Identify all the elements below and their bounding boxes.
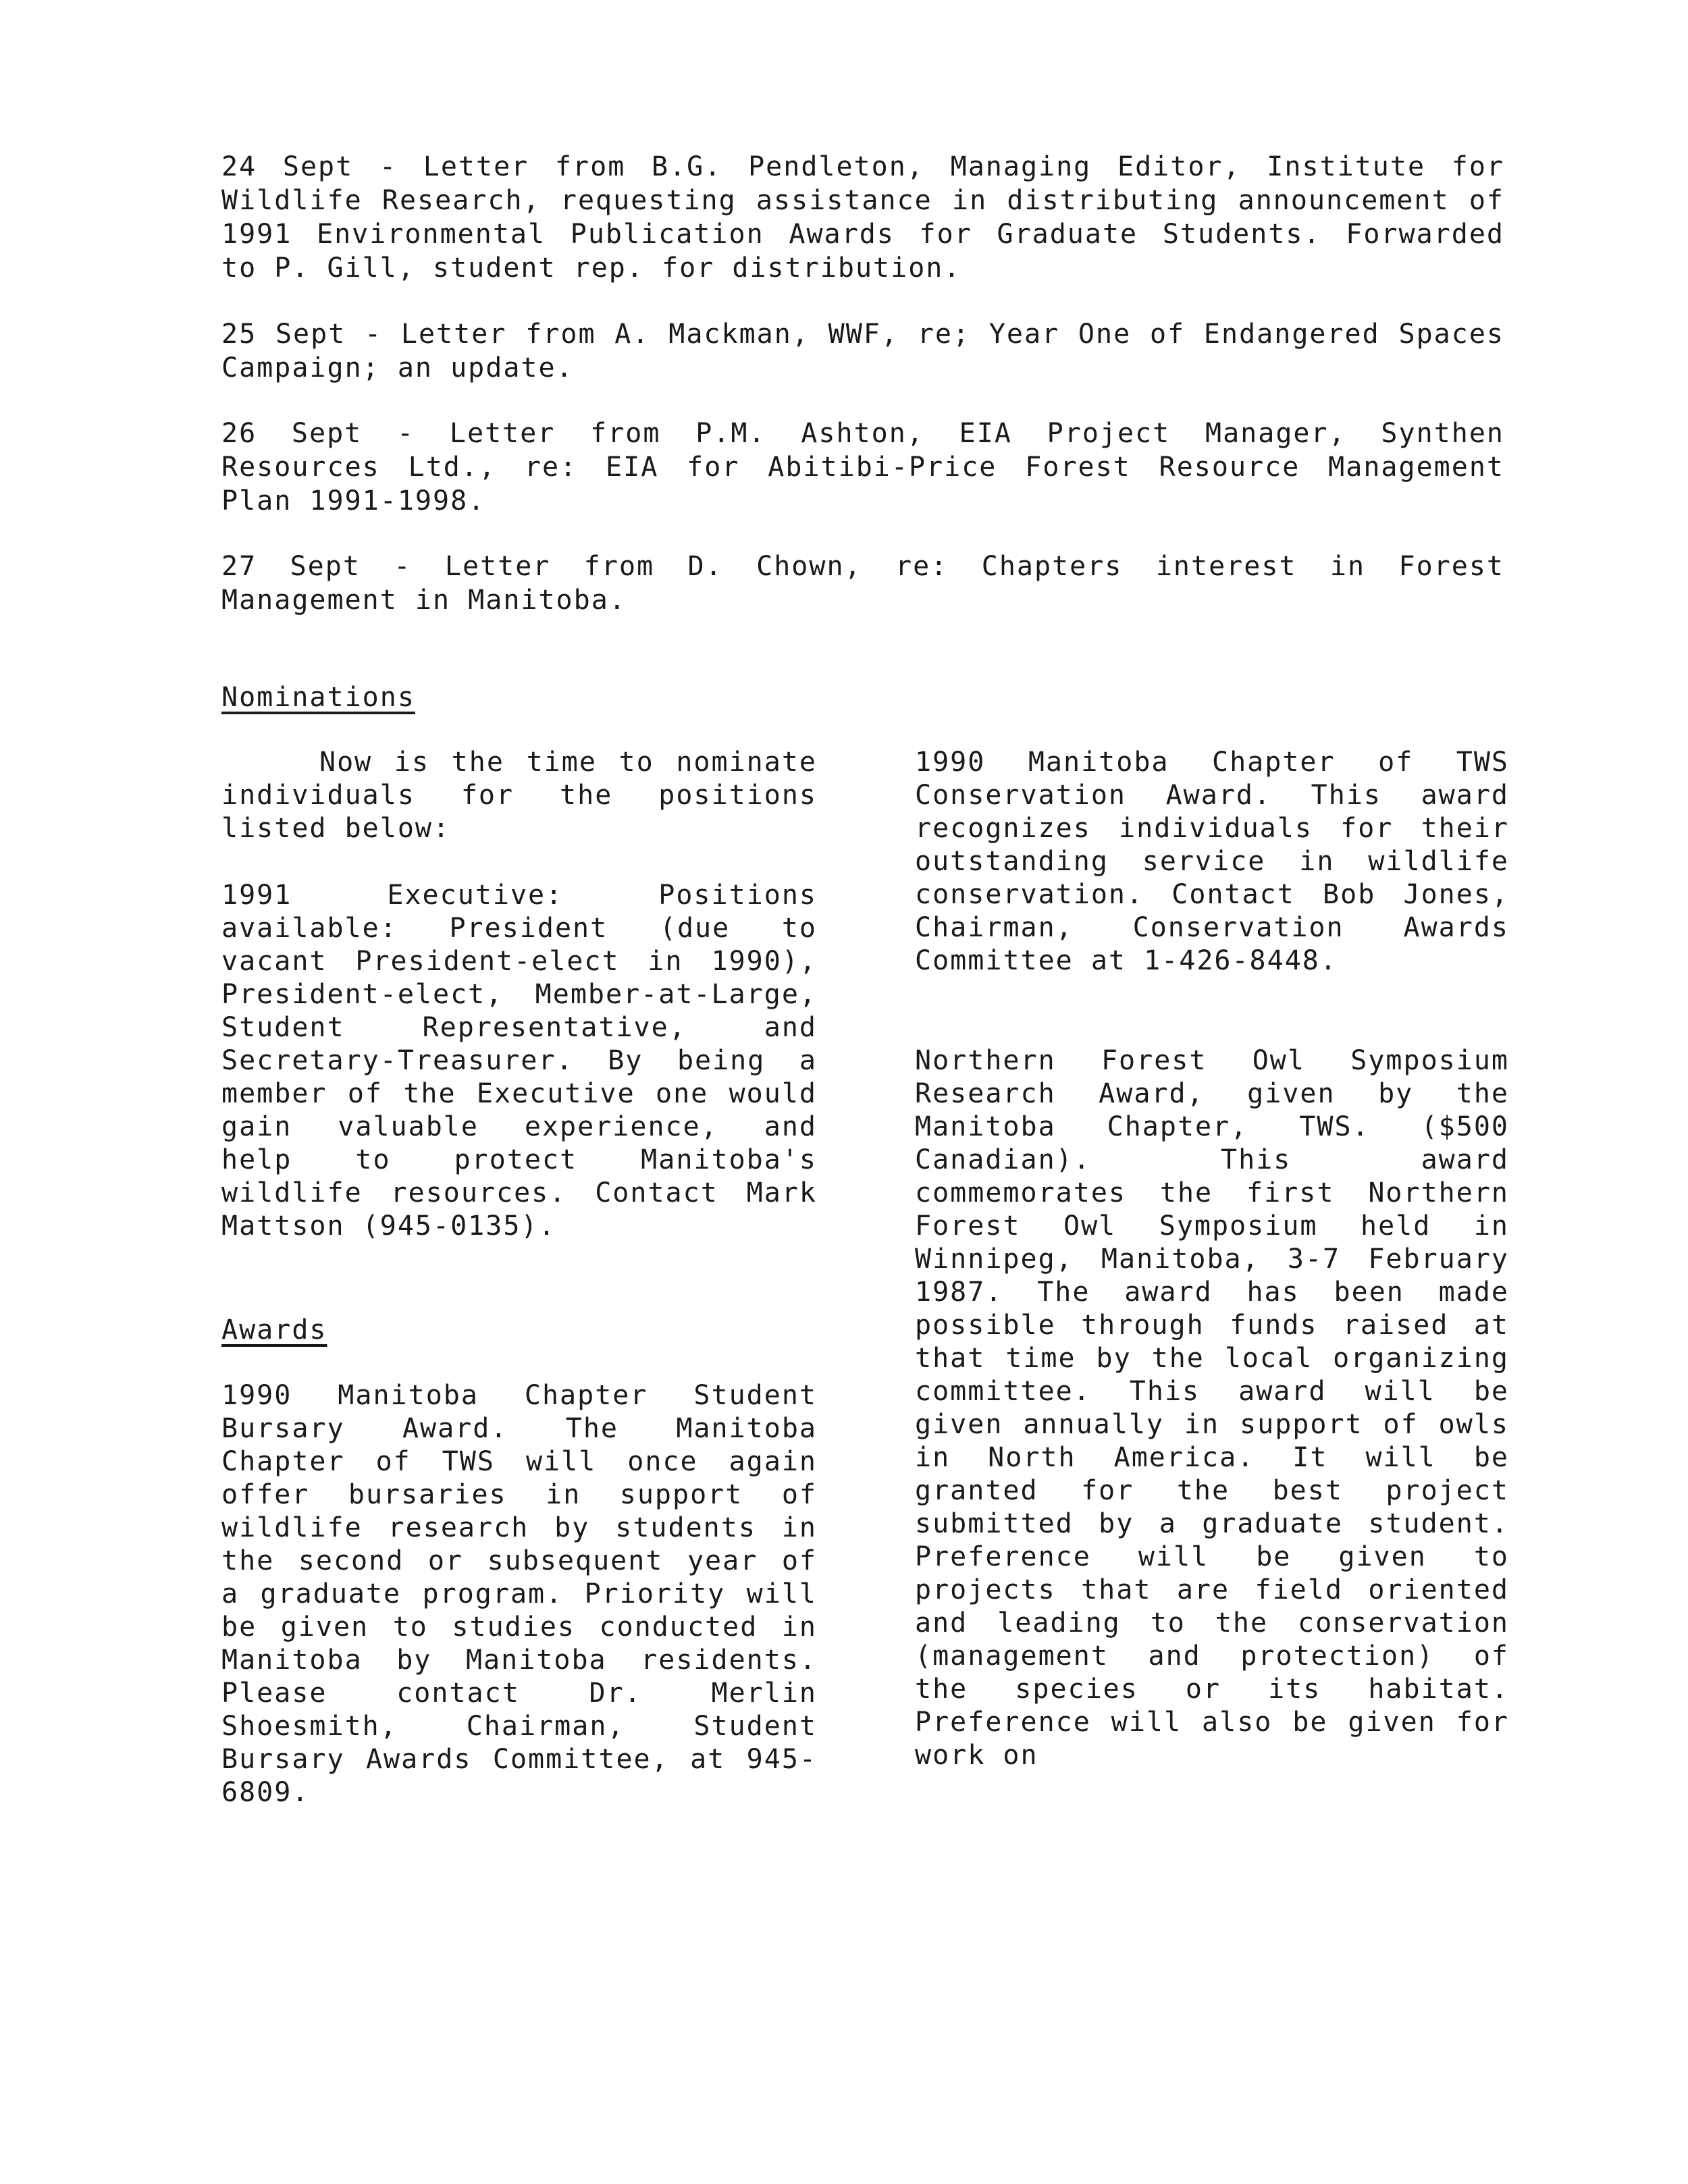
award-owl-symposium: Northern Forest Owl Symposium Research Award, given by the Manitoba Chapter, TWS. ($500 Canadian). This award commemorates the first Northern Forest Owl Symposium held in Winnipeg, Manitoba, 3-7 February 1987. The award has been made possible through funds raised at that time by the local organizing committee. This award will be given annually in support of owls in North America. It will be granted for the best project submitted by a graduate student. Preference will be given to projects that are field oriented and leading to the conservation (management and protection) of the species or its habitat. Preference will also be given for work on — [915, 1045, 1509, 1771]
correspondence-entry-26-sept: 26 Sept - Letter from P.M. Ashton, EIA Project Manager, Synthen Resources Ltd., re: EIA for Abitibi-Price Forest Resource Management Plan 1991-1998. — [221, 418, 1504, 516]
correspondence-entry-25-sept: 25 Sept - Letter from A. Mackman, WWF, re; Year One of Endangered Spaces Campaign; an update. — [221, 319, 1504, 383]
award-student-bursary: 1990 Manitoba Chapter Student Bursary Award. The Manitoba Chapter of TWS will once again offer bursaries in support of wildlife research by students in the second or subsequent year of a graduate program. Priority will be given to studies conducted in Manitoba by Manitoba residents. Please contact Dr. Merlin Shoesmith, Chairman, Student Bursary Awards Committee, at 945-6809. — [221, 1380, 817, 1808]
correspondence-entry-27-sept: 27 Sept - Letter from D. Chown, re: Chapters interest in Forest Management in Manitoba. — [221, 551, 1504, 616]
nominations-intro: Now is the time to nominate individuals for the positions listed below: — [221, 747, 817, 844]
correspondence-entry-24-sept: 24 Sept - Letter from B.G. Pendleton, Managing Editor, Institute for Wildlife Research, requesting assistance in distributing announcement of 1991 Environmental Publication Awards for Graduate Students. Forwarded to P. Gill, student rep. for distribution. — [221, 151, 1504, 284]
nominations-heading: Nominations — [221, 682, 415, 713]
nominations-executive: 1991 Executive: Positions available: President (due to vacant President-elect in 1990), President-elect, Member-at-Large, Student Representative, and Secretary-Treasurer. By being a member of the Executive one would gain valuable experience, and help to protect Manitoba's wildlife resources. Contact Mark Mattson (945-0135). — [221, 880, 817, 1242]
awards-heading: Awards — [221, 1314, 327, 1346]
award-conservation: 1990 Manitoba Chapter of TWS Conservation Award. This award recognizes individuals for their outstanding service in wildlife conservation. Contact Bob Jones, Chairman, Conservation Awards Committee at 1-426-8448. — [915, 747, 1509, 976]
